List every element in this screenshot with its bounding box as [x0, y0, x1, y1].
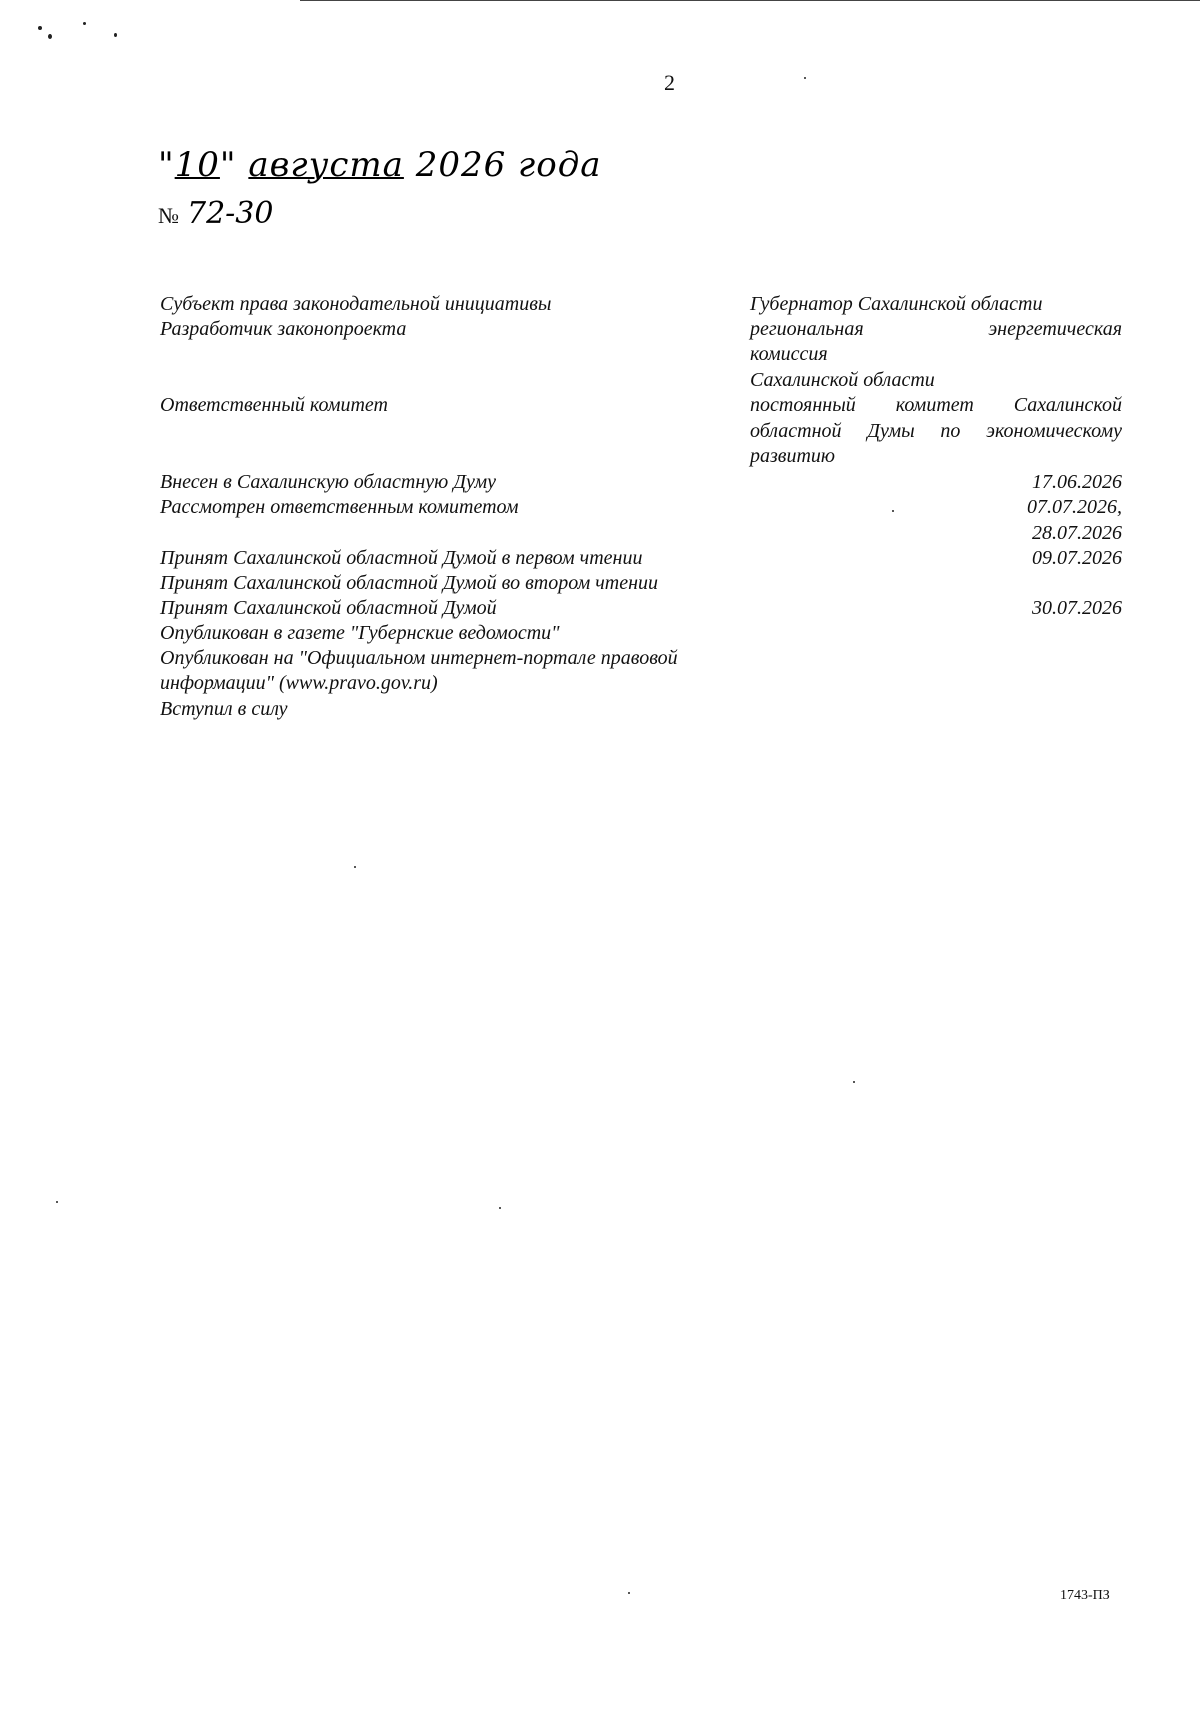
word: по: [940, 420, 961, 442]
scan-speck: [804, 77, 806, 79]
label-initiative-subject: Субъект права законодательной инициативы: [160, 293, 552, 315]
word: экономическому: [986, 420, 1122, 442]
handwritten-number: [158, 196, 273, 231]
label-published-newspaper: Опубликован в газете "Губернские ведомости": [160, 622, 560, 644]
label-published-portal: Опубликован на "Официальном интернет-портале правовой: [160, 647, 678, 669]
date-adopted: 30.07.2026: [1032, 597, 1122, 619]
date-reviewed-1: 07.07.2026,: [1027, 496, 1122, 518]
word: Сахалинской: [1013, 394, 1122, 416]
value-developer-line3: Сахалинской области: [750, 369, 935, 391]
date-month: августа: [248, 145, 404, 185]
scan-edge-line: [300, 0, 1200, 1]
word: комитет: [895, 394, 974, 416]
label-bill-developer: Разработчик законопроекта: [160, 318, 407, 340]
word: Думы: [867, 420, 915, 442]
scan-speck: [853, 1081, 855, 1083]
scan-speck: [48, 34, 52, 39]
scan-speck: [499, 1207, 501, 1209]
label-responsible-committee: Ответственный комитет: [160, 394, 388, 416]
word: постоянный: [750, 394, 856, 416]
label-second-reading: Принят Сахалинской областной Думой во втором чтении: [160, 572, 659, 594]
scan-speck: [354, 866, 356, 868]
date-first-reading: 09.07.2026: [1032, 547, 1122, 569]
label-submitted: Внесен в Сахалинскую областную Думу: [160, 471, 497, 493]
date-day: 10: [174, 145, 220, 185]
scan-speck: [56, 1201, 58, 1203]
label-adopted: Принят Сахалинской областной Думой: [160, 597, 497, 619]
value-committee-line2: [750, 419, 1122, 444]
value-committee-line3: развитию: [750, 445, 836, 467]
word: региональная: [750, 318, 864, 340]
label-published-portal-cont: информации" (www.pravo.gov.ru): [160, 672, 438, 694]
label-first-reading: Принят Сахалинской областной Думой в первом чтении: [160, 547, 643, 569]
number-sign: №: [158, 203, 179, 228]
value-developer-line1: [750, 317, 1122, 342]
word: областной: [750, 420, 842, 442]
footer-document-code: 1743-ПЗ: [1060, 1588, 1110, 1603]
label-entered-force: Вступил в силу: [160, 698, 288, 720]
page-number: 2: [664, 70, 675, 95]
scan-speck: [628, 1592, 630, 1594]
date-reviewed-2: 28.07.2026: [1032, 522, 1122, 544]
handwritten-date: "10" августа 2026 года: [158, 145, 602, 185]
scan-speck: [38, 26, 42, 30]
value-developer-line2: комиссия: [750, 343, 828, 365]
label-reviewed: Рассмотрен ответственным комитетом: [160, 496, 519, 518]
scan-speck: [892, 510, 894, 512]
date-submitted: 17.06.2026: [1032, 471, 1122, 493]
value-committee-line1: [750, 393, 1122, 418]
scan-speck: [114, 33, 117, 37]
value-initiative-subject: Губернатор Сахалинской области: [750, 293, 1043, 315]
scan-speck: [83, 22, 86, 25]
date-year: 2026 года: [415, 145, 602, 185]
word: энергетическая: [988, 318, 1122, 340]
law-number: 72-30: [187, 196, 274, 231]
